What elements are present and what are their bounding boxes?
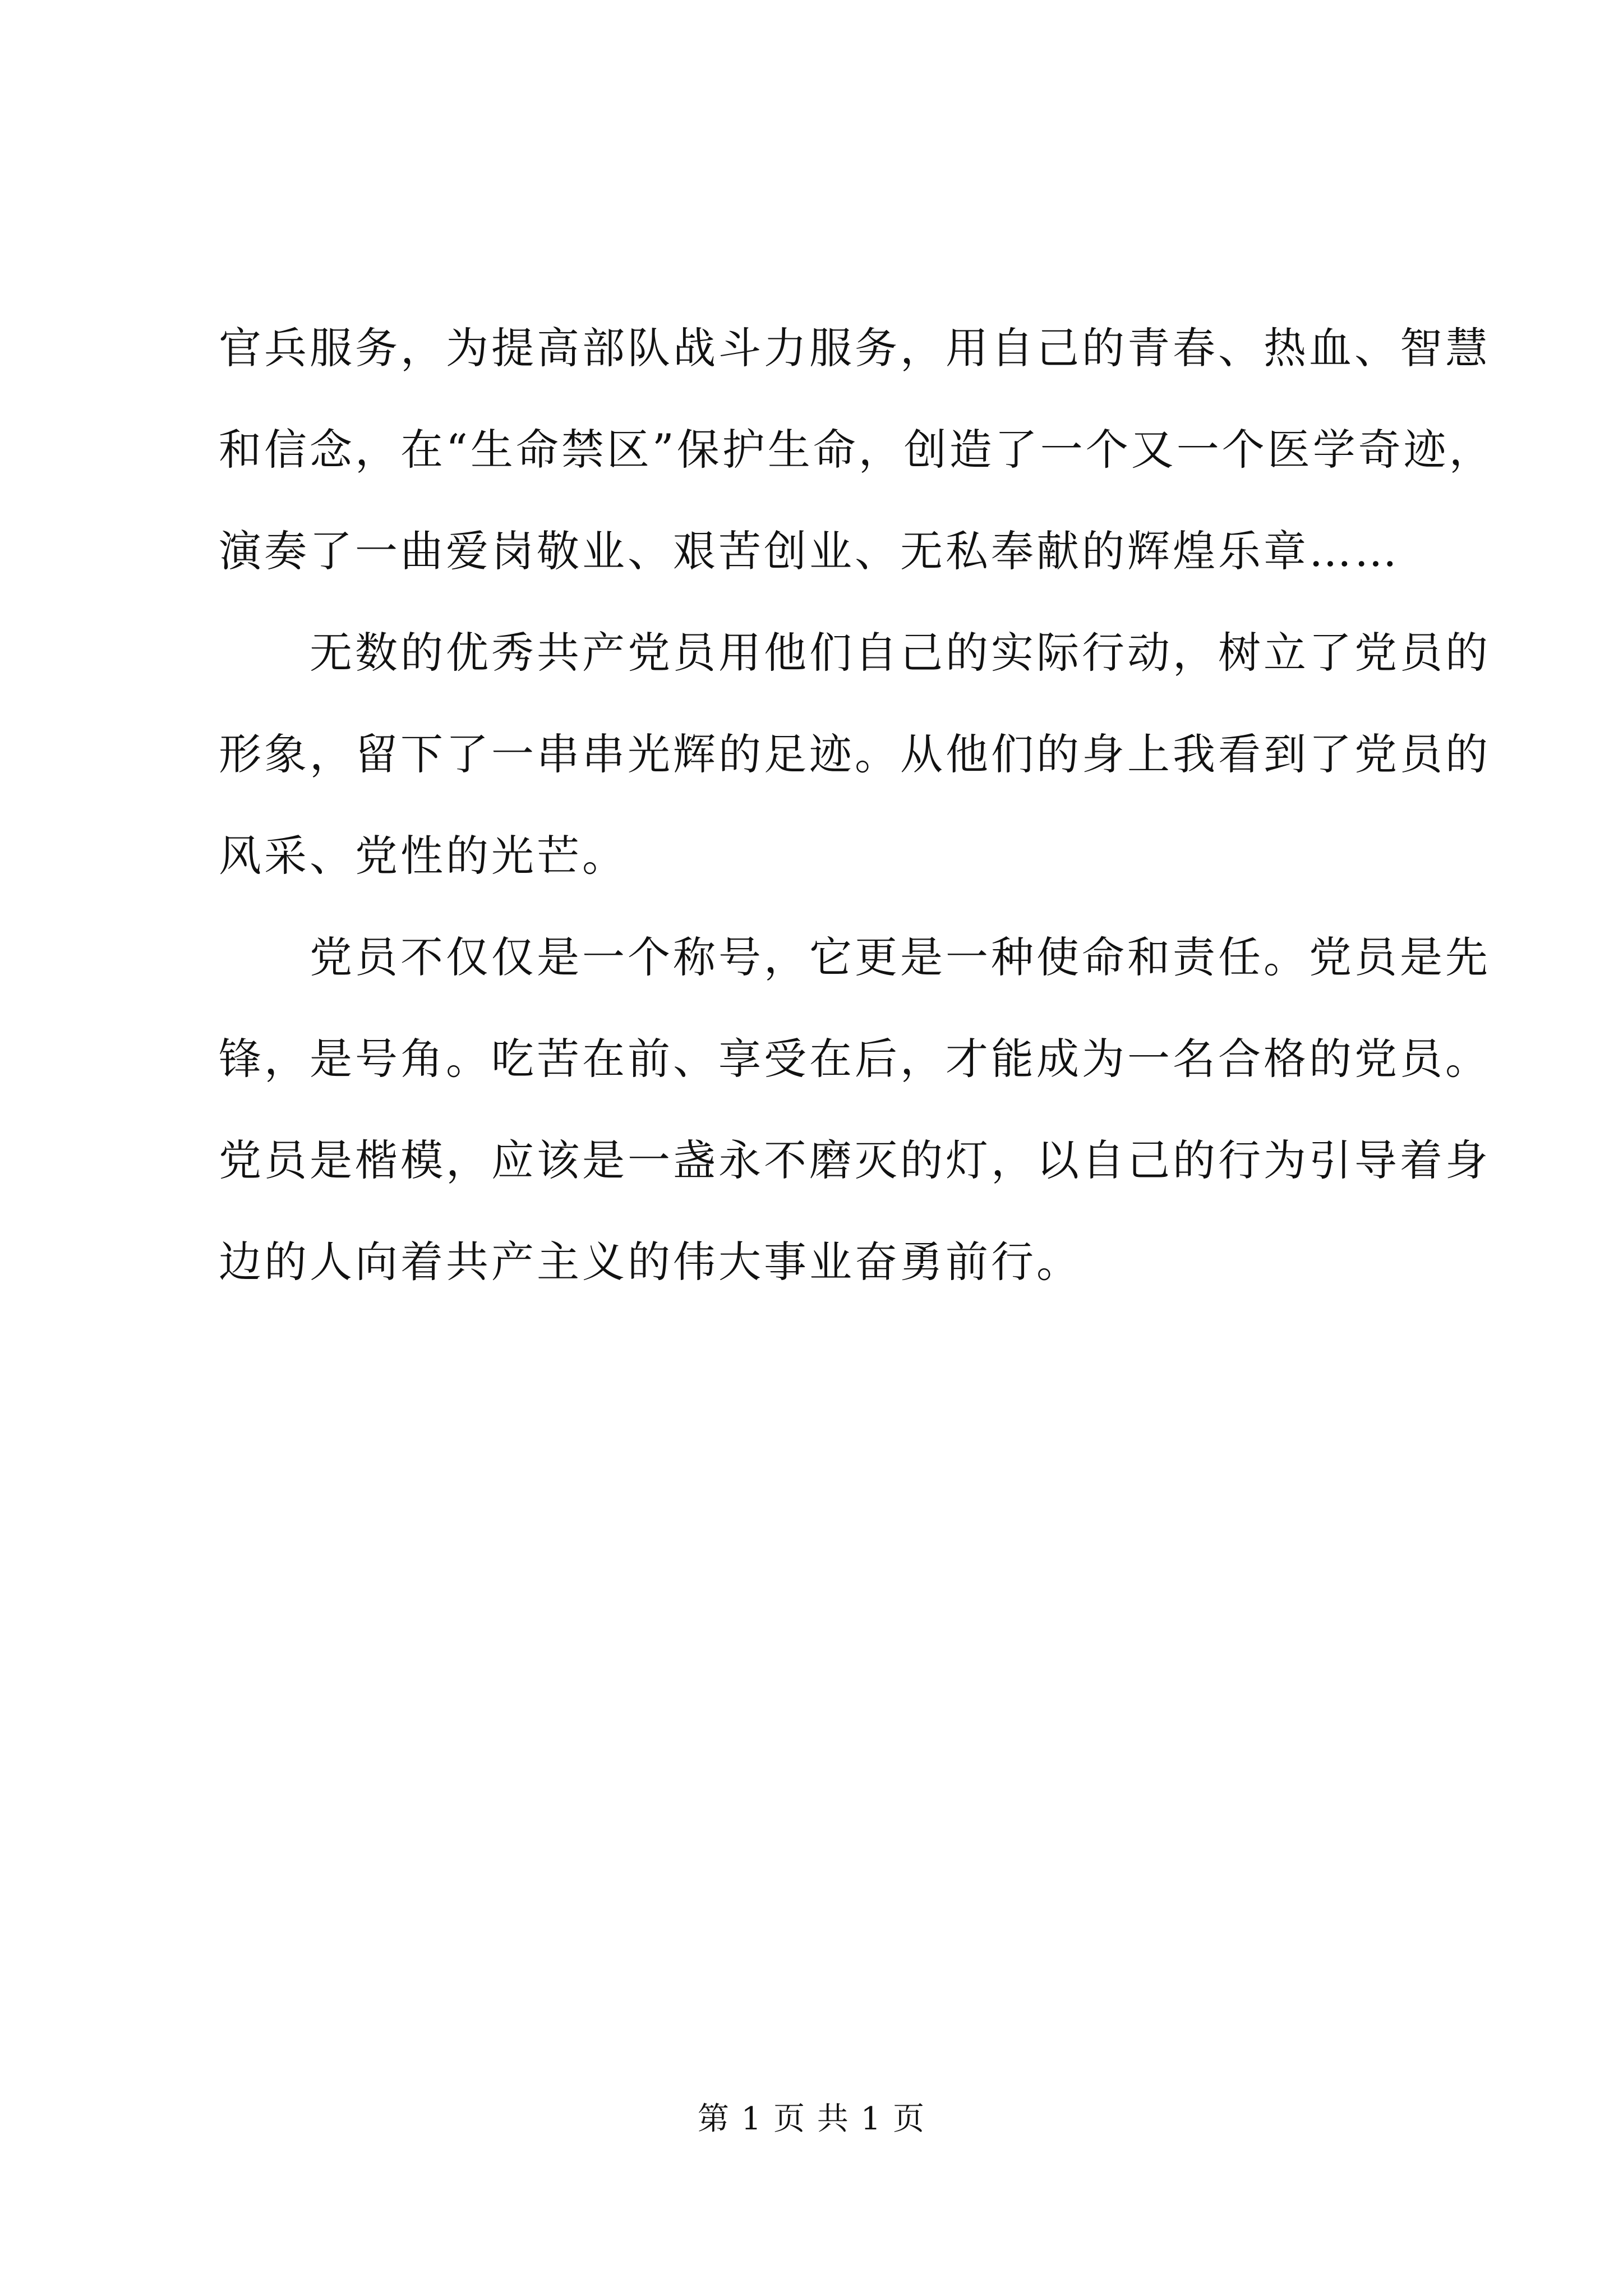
text-line: 锋，是号角。吃苦在前、享受在后，才能成为一名合格的党员。 (219, 1034, 1491, 1084)
text-line: 官兵服务，为提高部队战斗力服务，用自己的青春、热血、智慧 (219, 323, 1491, 373)
text-line: 无数的优秀共产党员用他们自己的实际行动，树立了党员的 (219, 628, 1491, 678)
text-line: 党员是楷模，应该是一盏永不磨灭的灯，以自己的行为引导着身 (219, 1135, 1491, 1185)
text-line: 风采、党性的光芒。 (219, 831, 628, 881)
text-line: 党员不仅仅是一个称号，它更是一种使命和责任。党员是先 (219, 932, 1491, 982)
text-line: 演奏了一曲爱岗敬业、艰苦创业、无私奉献的辉煌乐章…… (219, 526, 1400, 576)
text-line: 边的人向着共产主义的伟大事业奋勇前行。 (219, 1237, 1082, 1287)
text-line: 形象，留下了一串串光辉的足迹。从他们的身上我看到了党员的 (219, 729, 1491, 779)
text-line: 和信念，在“生命禁区”保护生命，创造了一个又一个医学奇迹， (219, 425, 1495, 475)
page-number-footer: 第 1 页 共 1 页 (697, 2101, 926, 2137)
body-text (219, 297, 1495, 1313)
